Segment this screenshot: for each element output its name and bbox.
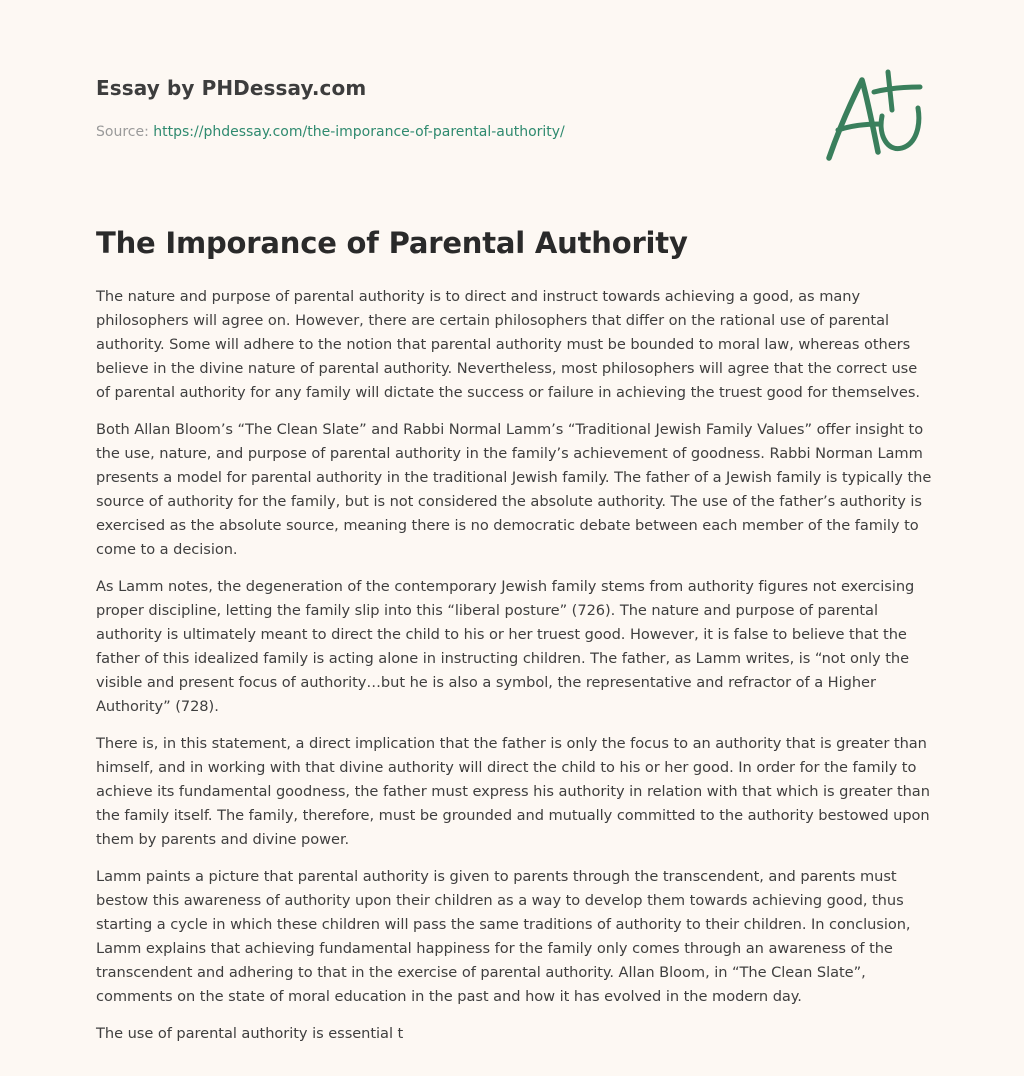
source-line [96,124,565,140]
source-label: Source: [96,124,154,140]
essay-body [96,285,932,1059]
paragraph: As Lamm notes, the degeneration of the contemporary Jewish family stems from authority figures not exercising proper discipline, letting the family slip into this “liberal posture” (726). The nature and purpose of parental authority is ultimately meant to direct the child to his or her truest good. However, it is false to believe that the father of this idealized family is acting alone in instructing children. The father, as Lamm writes, is “not only the visible and present focus of authority…but he is also a symbol, the representative and refractor of a Higher Authority” (728). [96,578,915,715]
source-link[interactable]: https://phdessay.com/the-imporance-of-parental-authority/ [153,124,565,140]
a-plus-logo-icon [822,66,928,166]
site-brand: Essay by PHDessay.com [96,76,367,100]
paragraph: The nature and purpose of parental authority is to direct and instruct towards achieving a good, as many philosophers will agree on. However, there are certain philosophers that differ on the rational use of parental authority. Some will adhere to the notion that parental authority must be bounded to moral law, whereas others believe in the divine nature of parental authority. Nevertheless, most philosophers will agree that the correct use of parental authority for any family will dictate the success or failure in achieving the truest good for themselves. [96,288,920,401]
page-title: The Imporance of Parental Authority [96,226,688,260]
paragraph: Lamm paints a picture that parental authority is given to parents through the transcendent, and parents must bestow this awareness of authority upon their children as a way to develop them towards achieving good, thus starting a cycle in which these children will pass the same traditions of authority to their children. In conclusion, Lamm explains that achieving fundamental happiness for the family only comes through an awareness of the transcendent and adhering to that in the exercise of parental authority. Allan Bloom, in “The Clean Slate”, comments on the state of moral education in the past and how it has evolved in the modern day. [96,868,911,1005]
paragraph: The use of parental authority is essential t [96,1025,404,1042]
paragraph: Both Allan Bloom’s “The Clean Slate” and Rabbi Normal Lamm’s “Traditional Jewish Family Values” offer insight to the use, nature, and purpose of parental authority in the family’s achievement of goodness. Rabbi Norman Lamm presents a model for parental authority in the traditional Jewish family. The father of a Jewish family is typically the source of authority for the family, but is not considered the absolute authority. The use of the father’s authority is exercised as the absolute source, meaning there is no democratic debate between each member of the family to come to a decision. [96,421,932,558]
header [96,76,565,140]
paragraph: There is, in this statement, a direct implication that the father is only the focus to an authority that is greater than himself, and in working with that divine authority will direct the child to his or her good. In order for the family to achieve its fundamental goodness, the father must express his authority in relation with that which is greater than the family itself. The family, therefore, must be grounded and mutually committed to the authority bestowed upon them by parents and divine power. [96,735,930,848]
